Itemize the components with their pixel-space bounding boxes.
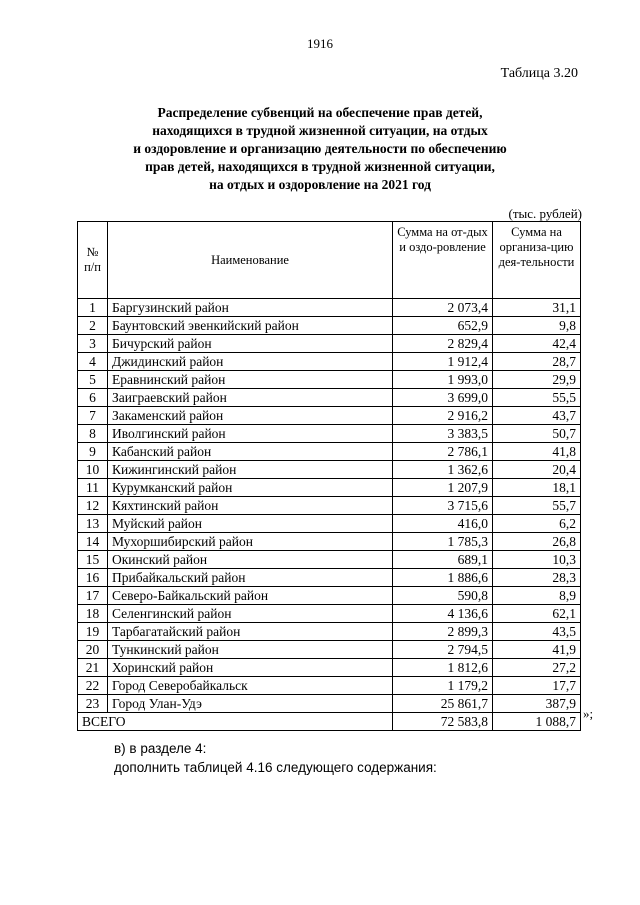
row-sum-rest: 1 812,6 [393, 659, 493, 677]
row-sum-organization: 31,1 [493, 299, 581, 317]
row-sum-organization: 43,7 [493, 407, 581, 425]
row-name: Джидинский район [108, 353, 393, 371]
total-sum-rest: 72 583,8 [393, 713, 493, 731]
row-sum-organization: 62,1 [493, 605, 581, 623]
header-row [78, 222, 581, 299]
row-number: 22 [78, 677, 108, 695]
row-name: Кижингинский район [108, 461, 393, 479]
row-sum-rest: 1 207,9 [393, 479, 493, 497]
title-line: прав детей, находящихся в трудной жизненной ситуации, [145, 159, 495, 174]
row-number: 23 [78, 695, 108, 713]
row-number: 14 [78, 533, 108, 551]
row-sum-organization: 8,9 [493, 587, 581, 605]
table-row [78, 407, 581, 425]
table-row [78, 317, 581, 335]
row-number: 13 [78, 515, 108, 533]
row-number: 3 [78, 335, 108, 353]
table-row [78, 623, 581, 641]
row-name: Селенгинский район [108, 605, 393, 623]
row-name: Муйский район [108, 515, 393, 533]
row-sum-organization: 9,8 [493, 317, 581, 335]
row-sum-organization: 28,3 [493, 569, 581, 587]
row-name: Окинский район [108, 551, 393, 569]
row-name: Иволгинский район [108, 425, 393, 443]
header-num: № п/п [78, 222, 108, 299]
row-number: 4 [78, 353, 108, 371]
row-number: 12 [78, 497, 108, 515]
total-row [78, 713, 581, 731]
table-row [78, 551, 581, 569]
row-sum-rest: 2 916,2 [393, 407, 493, 425]
row-number: 11 [78, 479, 108, 497]
row-name: Город Северобайкальск [108, 677, 393, 695]
row-number: 20 [78, 641, 108, 659]
paragraph: в) в разделе 4: [114, 741, 207, 756]
title-line: Распределение субвенций на обеспечение прав детей, [157, 105, 483, 120]
row-number: 19 [78, 623, 108, 641]
row-name: Закаменский район [108, 407, 393, 425]
row-sum-organization: 18,1 [493, 479, 581, 497]
row-sum-rest: 652,9 [393, 317, 493, 335]
row-number: 10 [78, 461, 108, 479]
units-label: (тыс. рублей) [508, 206, 582, 221]
table-row [78, 641, 581, 659]
row-number: 8 [78, 425, 108, 443]
row-sum-rest: 2 073,4 [393, 299, 493, 317]
row-name: Курумканский район [108, 479, 393, 497]
table-row [78, 569, 581, 587]
row-name: Еравнинский район [108, 371, 393, 389]
row-name: Кяхтинский район [108, 497, 393, 515]
row-sum-rest: 2 794,5 [393, 641, 493, 659]
row-sum-rest: 1 886,6 [393, 569, 493, 587]
row-number: 2 [78, 317, 108, 335]
row-sum-organization: 20,4 [493, 461, 581, 479]
title-line: и оздоровление и организацию деятельности по обеспечению [133, 141, 507, 156]
row-sum-rest: 1 785,3 [393, 533, 493, 551]
table-row [78, 425, 581, 443]
row-sum-rest: 1 912,4 [393, 353, 493, 371]
table-row [78, 371, 581, 389]
table-row [78, 587, 581, 605]
row-name: Город Улан-Удэ [108, 695, 393, 713]
row-name: Мухоршибирский район [108, 533, 393, 551]
row-name: Заиграевский район [108, 389, 393, 407]
row-sum-organization: 42,4 [493, 335, 581, 353]
title-line: на отдых и оздоровление на 2021 год [209, 177, 431, 192]
row-sum-organization: 26,8 [493, 533, 581, 551]
header-sum-rest: Сумма на от-дых и оздо-ровление [393, 222, 493, 299]
row-number: 5 [78, 371, 108, 389]
row-sum-organization: 55,5 [493, 389, 581, 407]
table-row [78, 479, 581, 497]
table-row [78, 335, 581, 353]
table-row [78, 443, 581, 461]
row-sum-organization: 41,9 [493, 641, 581, 659]
table-row [78, 695, 581, 713]
row-sum-organization: 6,2 [493, 515, 581, 533]
row-sum-rest: 2 786,1 [393, 443, 493, 461]
table-row [78, 497, 581, 515]
row-sum-rest: 25 861,7 [393, 695, 493, 713]
row-name: Хоринский район [108, 659, 393, 677]
row-name: Северо-Байкальский район [108, 587, 393, 605]
table-row [78, 461, 581, 479]
row-name: Тарбагатайский район [108, 623, 393, 641]
table-row [78, 515, 581, 533]
row-sum-rest: 1 362,6 [393, 461, 493, 479]
table-row [78, 677, 581, 695]
row-number: 21 [78, 659, 108, 677]
row-name: Баргузинский район [108, 299, 393, 317]
row-name: Тункинский район [108, 641, 393, 659]
closing-quote: »; [583, 706, 594, 721]
row-sum-rest: 3 715,6 [393, 497, 493, 515]
table-row [78, 533, 581, 551]
row-sum-rest: 1 179,2 [393, 677, 493, 695]
row-number: 17 [78, 587, 108, 605]
row-name: Баунтовский эвенкийский район [108, 317, 393, 335]
table-row [78, 353, 581, 371]
row-sum-organization: 27,2 [493, 659, 581, 677]
row-sum-rest: 3 383,5 [393, 425, 493, 443]
row-number: 6 [78, 389, 108, 407]
row-number: 1 [78, 299, 108, 317]
header-name: Наименование [108, 222, 393, 299]
row-number: 15 [78, 551, 108, 569]
row-sum-rest: 1 993,0 [393, 371, 493, 389]
table-label: Таблица 3.20 [500, 66, 578, 81]
row-sum-organization: 50,7 [493, 425, 581, 443]
row-sum-rest: 689,1 [393, 551, 493, 569]
header-sum-organization: Сумма на организа-цию дея-тельности [493, 222, 581, 299]
row-sum-rest: 590,8 [393, 587, 493, 605]
row-name: Кабанский район [108, 443, 393, 461]
row-sum-rest: 2 899,3 [393, 623, 493, 641]
row-sum-organization: 29,9 [493, 371, 581, 389]
row-name: Бичурский район [108, 335, 393, 353]
paragraph: дополнить таблицей 4.16 следующего содержания: [114, 760, 437, 775]
row-sum-rest: 2 829,4 [393, 335, 493, 353]
row-sum-organization: 28,7 [493, 353, 581, 371]
row-sum-organization: 55,7 [493, 497, 581, 515]
row-name: Прибайкальский район [108, 569, 393, 587]
row-number: 7 [78, 407, 108, 425]
row-number: 16 [78, 569, 108, 587]
page-number: 1916 [307, 36, 333, 51]
row-number: 9 [78, 443, 108, 461]
row-sum-rest: 4 136,6 [393, 605, 493, 623]
row-sum-organization: 41,8 [493, 443, 581, 461]
row-sum-rest: 3 699,0 [393, 389, 493, 407]
title-line: находящихся в трудной жизненной ситуации, на отдых [152, 123, 488, 138]
row-number: 18 [78, 605, 108, 623]
total-sum-organization: 1 088,7 [493, 713, 581, 731]
table-title [60, 104, 580, 194]
table-row [78, 605, 581, 623]
table-row [78, 389, 581, 407]
row-sum-organization: 10,3 [493, 551, 581, 569]
row-sum-organization: 17,7 [493, 677, 581, 695]
table-row [78, 659, 581, 677]
row-sum-organization: 387,9 [493, 695, 581, 713]
row-sum-organization: 43,5 [493, 623, 581, 641]
row-sum-rest: 416,0 [393, 515, 493, 533]
table-row [78, 299, 581, 317]
total-label: ВСЕГО [78, 713, 393, 731]
subsidy-table [77, 221, 581, 731]
